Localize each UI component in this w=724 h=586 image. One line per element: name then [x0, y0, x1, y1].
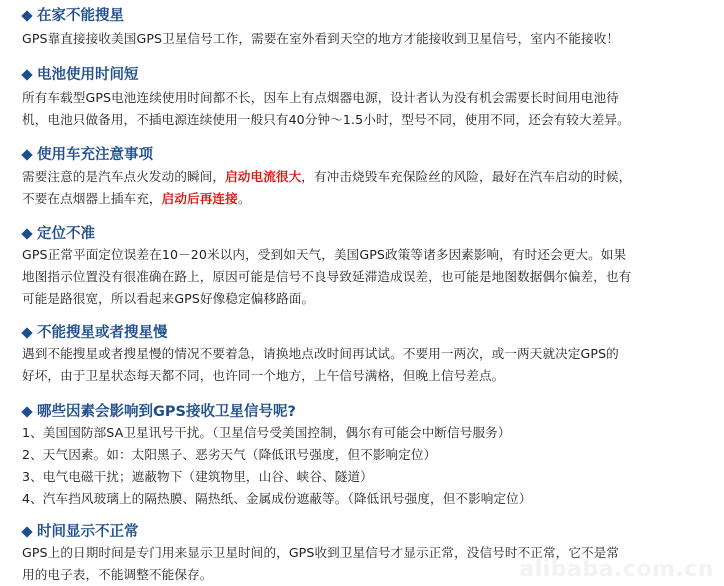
section-title: 哪些因素会影响到GPS接收卫星信号呢? — [37, 404, 296, 420]
warning-highlight: 启动电流很大 — [225, 169, 302, 184]
section-home-no-signal — [22, 6, 712, 50]
section-title: 在家不能搜星 — [37, 8, 124, 24]
body-line: 遇到不能搜星或者搜星慢的情况不要着急，请换地点改时间再试试。不要用一两次，或一两天就决定GPS的 — [22, 346, 619, 361]
section-body — [22, 244, 712, 310]
section-heading — [22, 65, 712, 85]
section-body — [22, 28, 712, 50]
section-body — [22, 166, 712, 210]
body-text: 。 — [237, 191, 251, 206]
body-line — [22, 166, 712, 188]
diamond-bullet-icon — [21, 69, 32, 80]
body-line: 机，电池只做备用，不插电源连续使用一般只有40分钟～1.5小时，型号不同，使用不同，还会有较大差异。 — [22, 112, 630, 127]
body-text: 不要在点烟器上插车充， — [22, 191, 162, 206]
diamond-bullet-icon — [21, 406, 32, 417]
body-line: 所有车载型GPS电池连续使用时间都不长，因车上有点烟器电源，设计者认为没有机会需要长时间用电池待 — [22, 90, 619, 105]
body-line: GPS靠直接接收美国GPS卫星信号工作，需要在室外看到天空的地方才能接收到卫星信号，室内不能接收！ — [22, 31, 620, 46]
section-heading — [22, 402, 712, 422]
section-heading — [22, 224, 712, 244]
body-line: GPS上的日期时间是专门用来显示卫星时间的，GPS收到卫星信号才显示正常，没信号时不正常，它不是常 — [22, 545, 620, 560]
diamond-bullet-icon — [21, 149, 32, 160]
section-body — [22, 343, 712, 387]
section-battery — [22, 65, 712, 131]
list-item: 4、汽车挡风玻璃上的隔热膜、隔热纸、金属成份遮蔽等。（降低讯号强度，但不影响定位） — [22, 491, 532, 506]
diamond-bullet-icon — [21, 327, 32, 338]
list-item: 1、美国国防部SA卫星讯号干扰。（卫星信号受美国控制，偶尔有可能会中断信号服务） — [22, 425, 511, 440]
diamond-bullet-icon — [21, 228, 32, 239]
watermark-logo: alibaba.com.cn — [519, 557, 714, 582]
section-heading — [22, 323, 712, 343]
list-item: 3、电气电磁干扰；遮蔽物下（建筑物里，山谷、峡谷、隧道） — [22, 469, 373, 484]
body-text: ，有冲击烧毁车充保险丝的风险，最好在汽车启动的时候， — [301, 169, 632, 184]
body-line: 地图指示位置没有很准确在路上，原因可能是信号不良导致延滞造成误差，也可能是地图数据偶尔偏差，也有 — [22, 269, 632, 284]
list-item: 2、天气因素。如：太阳黑子、恶劣天气（降低讯号强度，但不影响定位） — [22, 447, 437, 462]
section-car-charger — [22, 145, 712, 210]
section-title: 电池使用时间短 — [37, 67, 139, 83]
section-body — [22, 422, 712, 510]
section-slow-search — [22, 323, 712, 387]
section-title: 时间显示不正常 — [37, 524, 139, 540]
section-inaccurate-positioning — [22, 224, 712, 310]
warning-highlight: 启动后再连接 — [161, 191, 238, 206]
diamond-bullet-icon — [21, 10, 32, 21]
section-title: 使用车充注意事项 — [37, 147, 153, 163]
section-body — [22, 87, 712, 131]
section-heading — [22, 6, 712, 26]
body-text: 需要注意的是汽车点火发动的瞬间， — [22, 169, 226, 184]
section-heading — [22, 145, 712, 165]
body-line — [22, 188, 712, 210]
diamond-bullet-icon — [21, 526, 32, 537]
body-line: 用的电子表，不能调整不能保存。 — [22, 567, 213, 582]
section-signal-factors — [22, 402, 712, 510]
body-line: 好坏，由于卫星状态每天都不同，也许同一个地方，上午信号满格，但晚上信号差点。 — [22, 368, 505, 383]
body-line: GPS正常平面定位误差在10－20米以内，受到如天气，美国GPS政策等诸多因素影响，有时还会更大。如果 — [22, 247, 627, 262]
section-title: 定位不准 — [37, 226, 95, 242]
section-heading — [22, 522, 712, 542]
section-title: 不能搜星或者搜星慢 — [37, 325, 168, 341]
body-line: 可能是路很宽，所以看起来GPS好像稳定偏移路面。 — [22, 291, 315, 306]
